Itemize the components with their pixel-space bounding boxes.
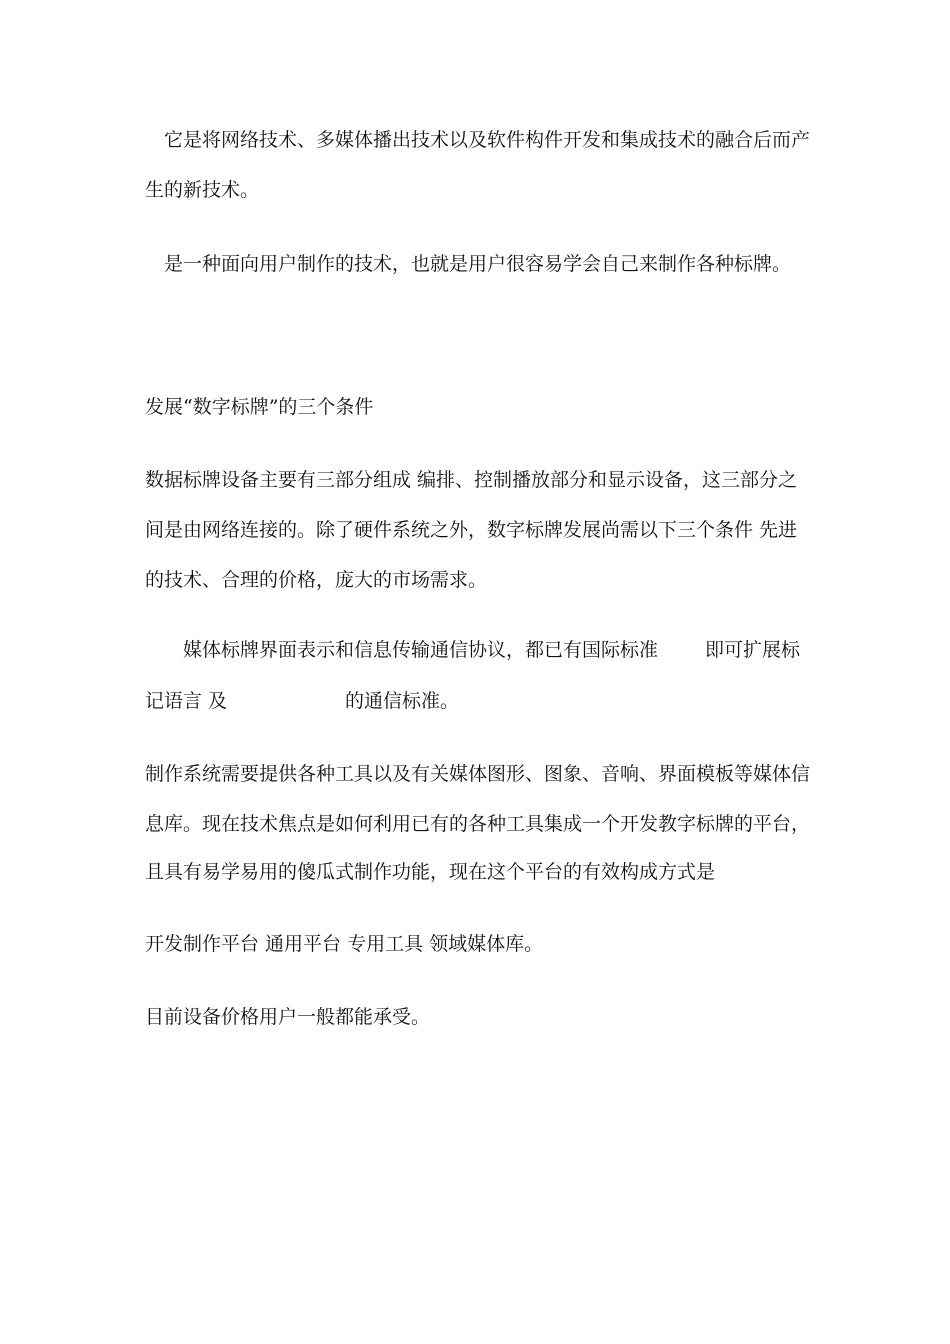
paragraph-5-line-3: 且具有易学易用的傻瓜式制作功能，现在这个平台的有效构成方式是: [145, 861, 716, 883]
section-heading: 发展“数字标牌”的三个条件: [145, 396, 374, 418]
paragraph-4-line-1-part-b: 即可扩展标: [705, 639, 801, 661]
paragraph-3-line-3: 的技术、合理的价格，庞大的市场需求。: [145, 569, 488, 591]
paragraph-1-line-1: 它是将网络技术、多媒体播出技术以及软件构件开发和集成技术的融合后而产: [164, 129, 811, 151]
paragraph-2-line-1: 是一种面向用户制作的技术，也就是用户很容易学会自己来制作各种标牌。: [164, 253, 792, 275]
paragraph-4-line-2-part-a: 记语言 及: [145, 690, 228, 712]
paragraph-3-line-2: 间是由网络连接的。除了硬件系统之外，数字标牌发展尚需以下三个条件 先进: [145, 519, 798, 541]
paragraph-6-line-1: 开发制作平台 通用平台 专用工具 领域媒体库。: [145, 933, 544, 955]
paragraph-1-line-2: 生的新技术。: [145, 179, 260, 201]
paragraph-4-line-2-part-b: 的通信标准。: [345, 690, 460, 712]
paragraph-5-line-1: 制作系统需要提供各种工具以及有关媒体图形、图象、音响、界面模板等媒体信: [145, 763, 811, 785]
paragraph-4-line-1-part-a: 媒体标牌界面表示和信息传输通信协议，都已有国际标准: [183, 639, 659, 661]
paragraph-3-line-1: 数据标牌设备主要有三部分组成 编排、控制播放部分和显示设备，这三部分之: [145, 469, 798, 491]
paragraph-7-line-1: 目前设备价格用户一般都能承受。: [145, 1006, 431, 1028]
paragraph-5-line-2: 息库。现在技术焦点是如何利用已有的各种工具集成一个开发教字标牌的平台，: [145, 813, 811, 835]
